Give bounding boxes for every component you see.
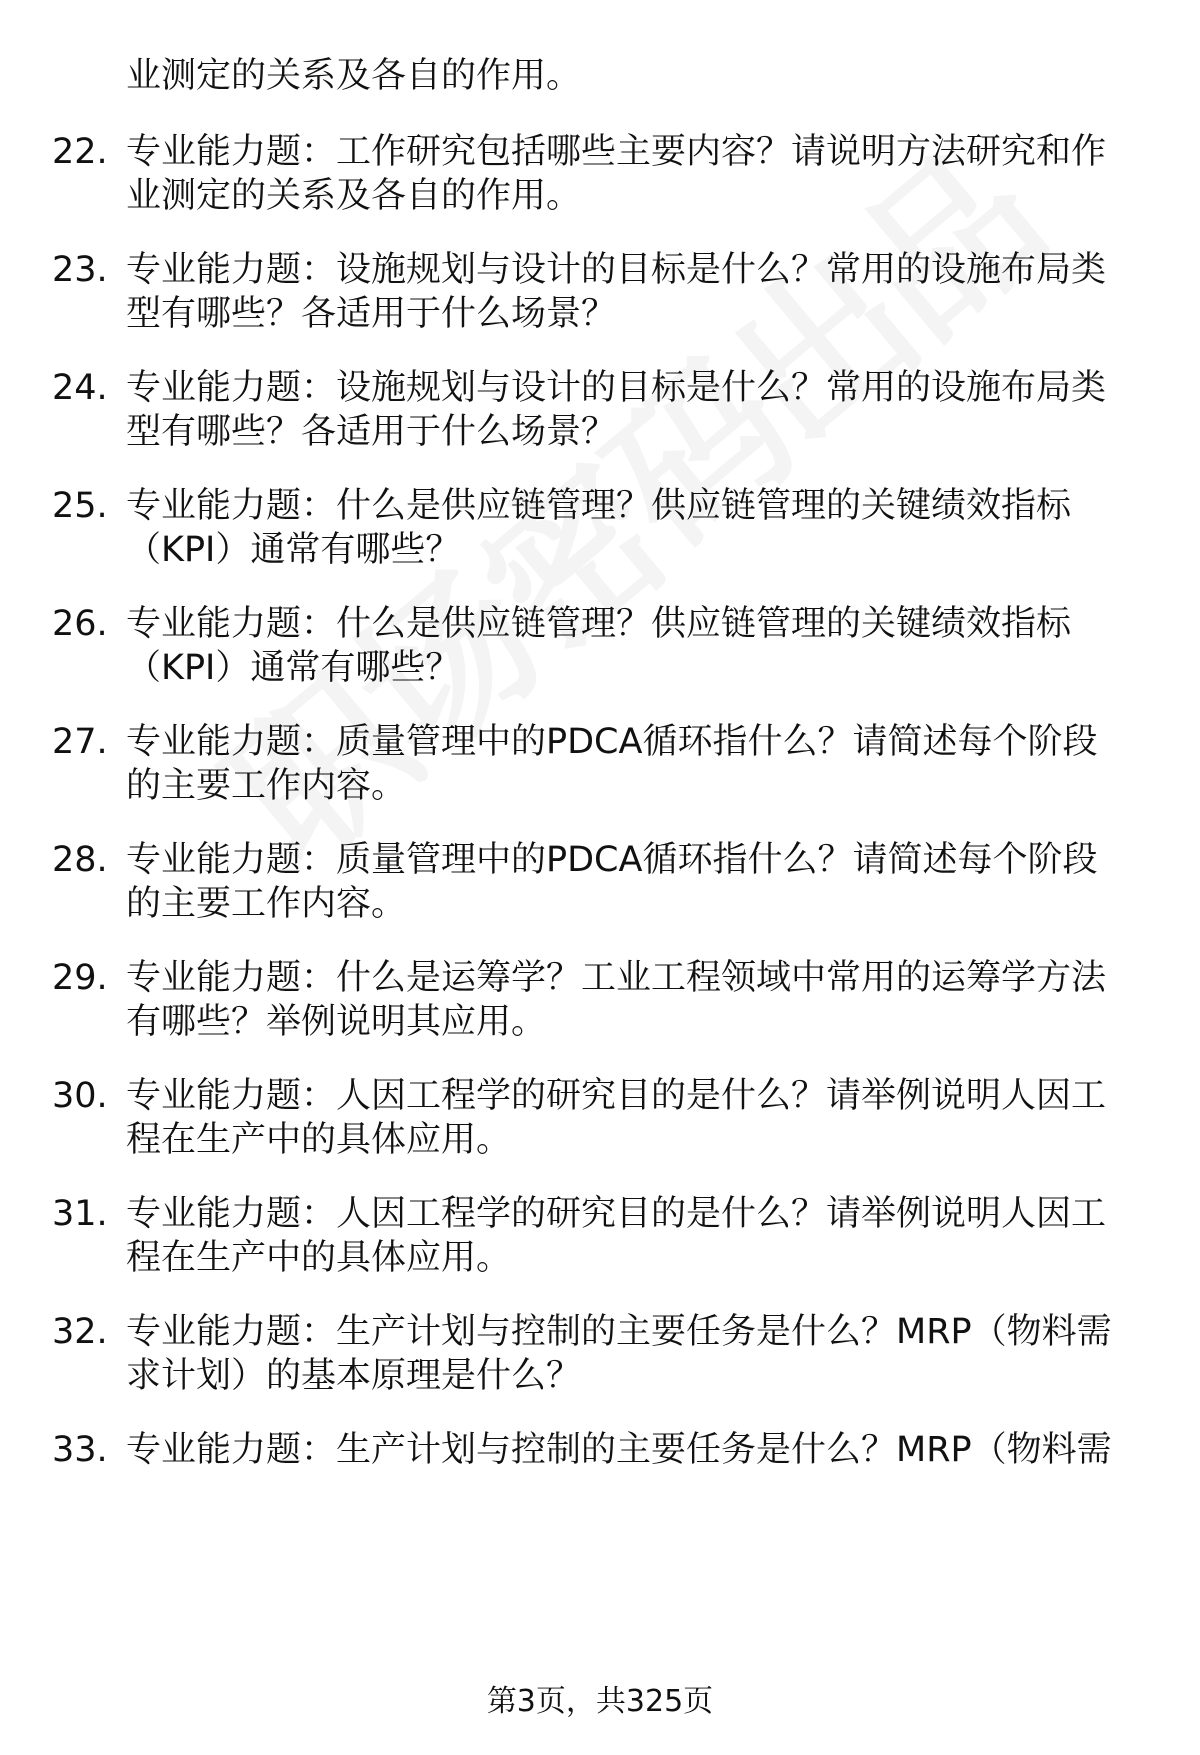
question-text: 专业能力题：人因工程学的研究目的是什么？请举例说明人因工 xyxy=(126,1194,1107,1234)
question-number: 33. xyxy=(52,1430,108,1470)
question-text: 专业能力题：什么是供应链管理？供应链管理的关键绩效指标 xyxy=(126,486,1072,526)
question-text: 专业能力题：生产计划与控制的主要任务是什么？MRP（物料需 xyxy=(126,1430,1112,1470)
question-number: 27. xyxy=(52,722,108,762)
page-footer: 第3页，共325页 xyxy=(486,1684,714,1719)
question-text: 型有哪些？各适用于什么场景？ xyxy=(126,412,617,452)
question-text: 专业能力题：生产计划与控制的主要任务是什么？MRP（物料需 xyxy=(126,1312,1112,1352)
question-text: 专业能力题：工作研究包括哪些主要内容？请说明方法研究和作 xyxy=(126,132,1107,172)
question-number: 23. xyxy=(52,250,108,290)
question-text: （KPI）通常有哪些？ xyxy=(126,530,461,570)
question-text: （KPI）通常有哪些？ xyxy=(126,648,461,688)
question-number: 24. xyxy=(52,368,108,408)
question-text: 业测定的关系及各自的作用。 xyxy=(126,176,582,216)
question-number: 28. xyxy=(52,840,108,880)
question-number: 29. xyxy=(52,958,108,998)
question-text: 的主要工作内容。 xyxy=(126,884,407,924)
question-text: 程在生产中的具体应用。 xyxy=(126,1120,512,1160)
question-text: 专业能力题：质量管理中的PDCA循环指什么？请简述每个阶段 xyxy=(126,722,1098,762)
question-text: 专业能力题：设施规划与设计的目标是什么？常用的设施布局类 xyxy=(126,368,1107,408)
question-text: 专业能力题：什么是供应链管理？供应链管理的关键绩效指标 xyxy=(126,604,1072,644)
question-number: 25. xyxy=(52,486,108,526)
question-text: 程在生产中的具体应用。 xyxy=(126,1238,512,1278)
question-text: 的主要工作内容。 xyxy=(126,766,407,806)
question-number: 26. xyxy=(52,604,108,644)
question-text: 专业能力题：设施规划与设计的目标是什么？常用的设施布局类 xyxy=(126,250,1107,290)
question-number: 22. xyxy=(52,132,108,172)
question-text: 专业能力题：质量管理中的PDCA循环指什么？请简述每个阶段 xyxy=(126,840,1098,880)
question-number: 30. xyxy=(52,1076,108,1116)
question-text: 求计划）的基本原理是什么？ xyxy=(126,1356,582,1396)
question-text: 专业能力题：什么是运筹学？工业工程领域中常用的运筹学方法 xyxy=(126,958,1107,998)
carryover-line: 业测定的关系及各自的作用。 xyxy=(126,56,582,96)
question-number: 31. xyxy=(52,1194,108,1234)
question-text: 专业能力题：人因工程学的研究目的是什么？请举例说明人因工 xyxy=(126,1076,1107,1116)
question-text: 型有哪些？各适用于什么场景？ xyxy=(126,294,617,334)
question-number: 32. xyxy=(52,1312,108,1352)
question-text: 有哪些？举例说明其应用。 xyxy=(126,1002,547,1042)
